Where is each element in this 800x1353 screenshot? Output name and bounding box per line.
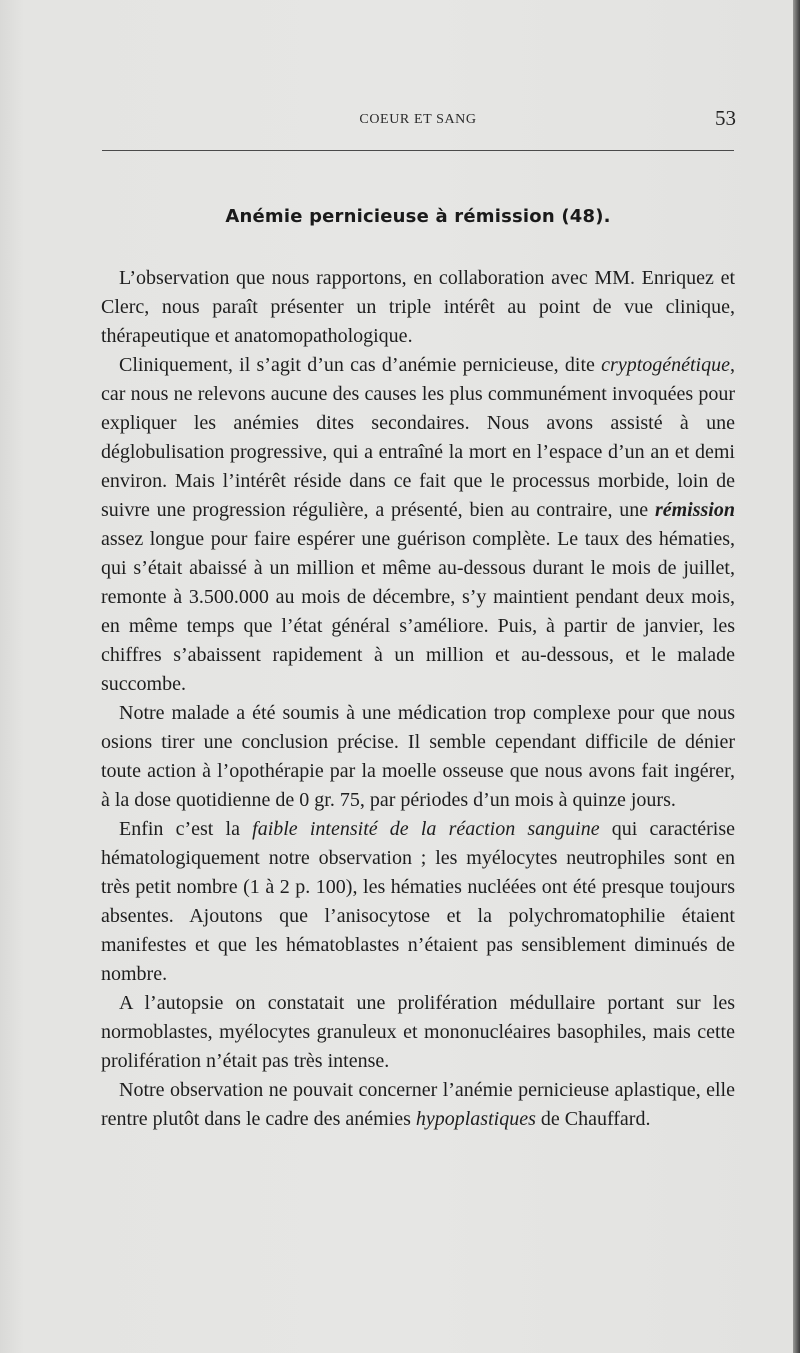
paragraph bbox=[101, 351, 735, 699]
text-segment: Notre malade a été soumis à une médication trop complexe pour que nous osions tirer une conclusion précise. Il semble cependant difficile de dénier toute action à l’opothérapie par la moelle osseuse que nous avons fait ingérer, à la dose quotidienne de 0 gr. 75, par périodes d’un mois à quinze jours. bbox=[101, 702, 735, 811]
text-segment: Cliniquement, il s’agit d’un cas d’anémie pernicieuse, dite bbox=[119, 354, 602, 376]
text-segment: , car nous ne relevons aucune des causes les plus communément invoquées pour expliquer les anémies dites secondaires. Nous avons assisté à une déglobulisation progressive, qui a entraîné la mort en l’espace d’un an et demi environ. Mais l’intérêt réside dans ce fait que le processus morbide, loin de suivre une progression régulière, a présenté, bien au contraire, une bbox=[101, 354, 735, 521]
text-segment: assez longue pour faire espérer une guérison complète. Le taux des hématies, qui s’était abaissé à un million et même au-dessous durant le mois de juillet, remonte à 3.500.000 au mois de décembre, s’y maintient pendant deux mois, en même temps que l’état général s’améliore. Puis, à partir de janvier, les chiffres s’abaissent rapidement à un million et au-dessous, et le malade succombe. bbox=[101, 528, 735, 695]
running-title: COEUR ET SANG bbox=[359, 112, 477, 127]
text-segment: A l’autopsie on constatait une prolifération médullaire portant sur les normoblastes, myélocytes granuleux et mononucléaires basophiles, mais cette prolifération n’était pas très intense. bbox=[101, 992, 735, 1072]
section-heading: Anémie pernicieuse à rémission (48). bbox=[225, 206, 611, 227]
paragraph bbox=[101, 815, 735, 989]
text-segment: Notre observation ne pouvait concerner l’anémie pernicieuse aplastique, elle rentre plutôt dans le cadre des anémies bbox=[101, 1079, 735, 1130]
text-segment: de Chauffard. bbox=[535, 1108, 651, 1130]
emphasis-segment: hypoplastiques bbox=[415, 1108, 536, 1130]
text-segment: Enfin c’est la bbox=[119, 818, 253, 840]
emphasis-segment: rémission bbox=[654, 499, 735, 521]
text-segment: L’observation que nous rapportons, en collaboration avec MM. Enriquez et Clerc, nous paraît présenter un triple intérêt au point de vue clinique, thérapeutique et anatomopathologique. bbox=[101, 267, 735, 347]
text-segment: qui caractérise hématologiquement notre observation ; les myélocytes neutrophiles sont en très petit nombre (1 à 2 p. 100), les hématies nucléées ont été presque toujours absentes. Ajoutons que l’anisocytose et la polychromatophilie étaient manifestes et que les hématoblastes n’étaient pas sensiblement diminués de nombre. bbox=[101, 818, 735, 985]
page-number: 53 bbox=[715, 106, 736, 130]
paragraph bbox=[101, 1076, 735, 1134]
header-rule bbox=[102, 150, 734, 151]
paragraph bbox=[101, 989, 735, 1076]
paragraph bbox=[101, 699, 735, 815]
running-head bbox=[100, 106, 736, 136]
emphasis-segment: faible intensité de la réaction sanguine bbox=[252, 818, 600, 840]
paragraph bbox=[101, 264, 735, 351]
emphasis-segment: cryptogénétique bbox=[601, 354, 730, 376]
page-edge-shadow bbox=[793, 0, 800, 1353]
body-text bbox=[101, 264, 735, 1134]
